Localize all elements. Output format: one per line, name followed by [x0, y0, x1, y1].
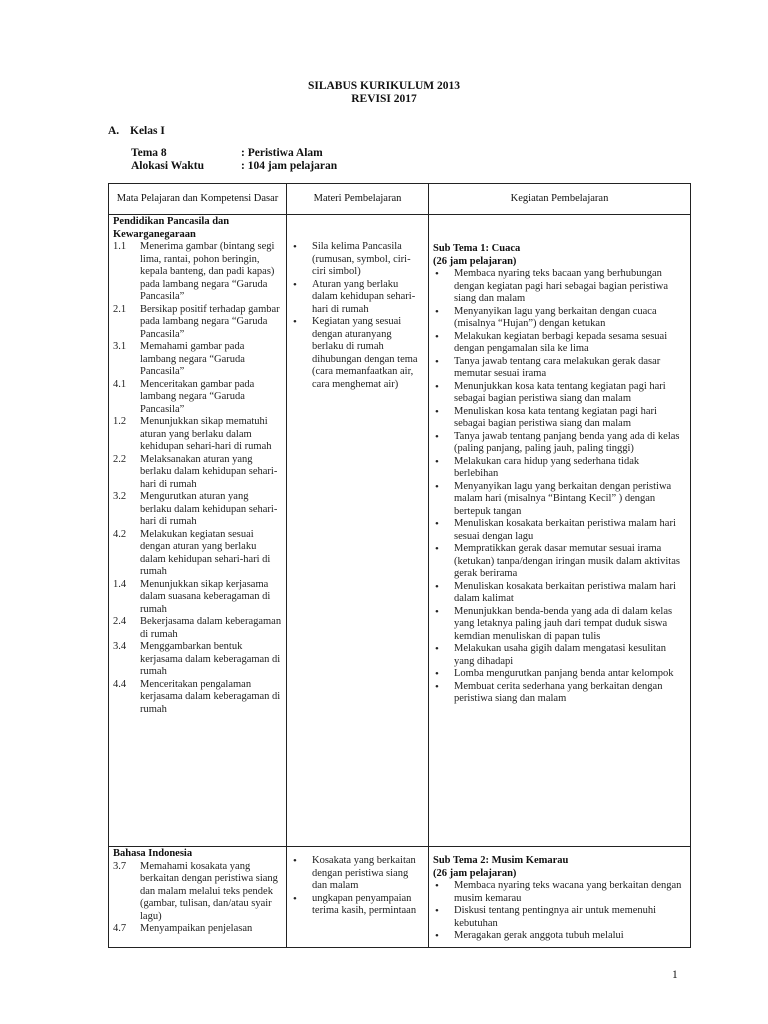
- subject-title: Bahasa Indonesia: [113, 848, 193, 859]
- list-item: • Lomba mengurutkan panjang benda antar kelompok: [429, 668, 690, 681]
- list-item: • Tanya jawab tentang panjang benda yang ada di kelas (paling panjang, paling jauh, paling tinggi): [429, 431, 690, 456]
- kd-item: [109, 923, 286, 936]
- kd-number: 1.2: [113, 416, 127, 427]
- meta-tema: [131, 147, 323, 160]
- list-item: • Diskusi tentang pentingnya air untuk memenuhi kebutuhan: [429, 905, 690, 930]
- list-item: • Menunjukkan benda-benda yang ada di dalam kelas yang letaknya paling jauh dari tempat duduk siswa kemdian menuliskan di papan tulis: [429, 606, 690, 644]
- kd-number: 3.2: [113, 491, 127, 502]
- kd-number: 1.4: [113, 578, 127, 590]
- kd-item: [109, 454, 286, 492]
- materi-list: [287, 241, 428, 391]
- kd-number: 3.4: [113, 641, 127, 652]
- list-item: • Sila kelima Pancasila (rumusan, symbol, ciri-ciri simbol): [287, 241, 428, 279]
- kegiatan-cell: [429, 215, 691, 847]
- kd-number: 1.1: [113, 241, 127, 252]
- header-mata-pelajaran: Mata Pelajaran dan Kompetensi Dasar: [109, 184, 287, 215]
- kd-cell: [109, 215, 287, 847]
- kd-text: Bersikap positif terhadap gambar pada lambang negara “Garuda Pancasila”: [140, 303, 280, 340]
- list-item: • Melakukan usaha gigih dalam mengatasi kesulitan yang dihadapi: [429, 643, 690, 668]
- kd-text: Menyampaikan penjelasan: [140, 923, 253, 934]
- subtema-hours: (26 jam pelajaran): [433, 867, 517, 879]
- list-item: • Menuliskan kosakata berkaitan peristiwa malam hari sesuai dengan lagu: [429, 518, 690, 543]
- list-item: • Menyanyikan lagu yang berkaitan dengan cuaca (misalnya “Hujan”) dengan ketukan: [429, 306, 690, 331]
- kd-item: [109, 416, 286, 454]
- kd-number: 2.2: [113, 453, 127, 465]
- kd-number: 4.1: [113, 378, 127, 390]
- kd-text: Memahami gambar pada lambang negara “Garuda Pancasila”: [140, 341, 245, 377]
- kd-item: [109, 861, 286, 924]
- kd-cell: [109, 847, 287, 948]
- meta-value: : 104 jam pelajaran: [241, 160, 338, 172]
- list-item: • Melakukan kegiatan berbagi kepada sesama sesuai dengan pengamalan sila ke lima: [429, 331, 690, 356]
- header-kegiatan: Kegiatan Pembelajaran: [429, 184, 691, 215]
- list-item: • Menunjukkan kosa kata tentang kegiatan pagi hari sebagai bagian peristiwa siang dan malam: [429, 381, 690, 406]
- kd-number: 4.7: [113, 923, 127, 934]
- kd-item: [109, 379, 286, 417]
- list-item: • Membaca nyaring teks wacana yang berkaitan dengan musim kemarau: [429, 880, 690, 905]
- header-materi: Materi Pembelajaran: [287, 184, 429, 215]
- subtema-title: Sub Tema 1: Cuaca: [433, 243, 521, 254]
- subject-title: Pendidikan Pancasila dan Kewarganegaraan: [113, 216, 230, 240]
- list-item: • Menuliskan kosa kata tentang kegiatan pagi hari sebagai bagian peristiwa siang dan malam: [429, 406, 690, 431]
- kd-item: [109, 304, 286, 342]
- list-item: • Membaca nyaring teks bacaan yang berhubungan dengan kegiatan pagi hari sebagai bagian peristiwa siang dan malam: [429, 268, 690, 306]
- kd-text: Menunjukkan sikap kerjasama dalam suasana keberagaman di rumah: [140, 578, 271, 615]
- list-item: • Tanya jawab tentang cara melakukan gerak dasar memutar sesuai irama: [429, 356, 690, 381]
- kd-number: 4.2: [113, 528, 127, 540]
- table-header-row: [109, 184, 691, 215]
- table-row: [109, 847, 691, 948]
- list-item: • Membuat cerita sederhana yang berkaitan dengan peristiwa siang dan malam: [429, 681, 690, 706]
- list-item: • Mempratikkan gerak dasar memutar sesuai irama (ketukan) tanpa/dengan iringan musik dalam aktivitas gerak berirama: [429, 543, 690, 581]
- section-label: A.: [108, 125, 120, 137]
- kd-number: 3.7: [113, 860, 127, 872]
- kd-item: [109, 616, 286, 641]
- meta-alokasi: [131, 160, 337, 173]
- meta-key: Tema 8: [131, 147, 167, 159]
- kd-item: [109, 491, 286, 529]
- kd-text: Menceritakan gambar pada lambang negara “Garuda Pancasila”: [140, 378, 255, 415]
- kd-item: [109, 529, 286, 579]
- kegiatan-list: [429, 880, 690, 943]
- kd-text: Bekerjasama dalam keberagaman di rumah: [140, 616, 282, 640]
- kd-number: 2.1: [113, 303, 127, 315]
- kd-number: 2.4: [113, 616, 127, 627]
- kd-number: 4.4: [113, 678, 127, 690]
- kd-item: [109, 679, 286, 717]
- document-subtitle: REVISI 2017: [351, 93, 417, 105]
- kd-text: Menunjukkan sikap mematuhi aturan yang berlaku dalam kehidupan sehari-hari di rumah: [140, 416, 272, 452]
- kd-text: Memahami kosakata yang berkaitan dengan peristiwa siang dan malam melalui teks pendek (gambar, tulisan, dan/atau syair lagu): [140, 860, 278, 922]
- kd-text: Menerima gambar (bintang segi lima, rantai, pohon beringin, kepala banteng, dan padi kapas) pada lambang negara “Garuda Pancasila”: [140, 241, 275, 302]
- section-title: Kelas I: [130, 125, 165, 137]
- kd-text: Menggambarkan bentuk kerjasama dalam keberagaman di rumah: [140, 641, 281, 677]
- syllabus-table: [108, 183, 691, 948]
- kd-number: 3.1: [113, 341, 127, 352]
- meta-key: Alokasi Waktu: [131, 160, 204, 172]
- section-heading: [108, 125, 165, 137]
- kd-item: [109, 341, 286, 379]
- table-row: [109, 215, 691, 847]
- subtema-hours: (26 jam pelajaran): [433, 255, 517, 267]
- kd-text: Menceritakan pengalaman kerjasama dalam keberagaman di rumah: [140, 678, 281, 715]
- kd-text: Mengurutkan aturan yang berlaku dalam kehidupan sehari-hari di rumah: [140, 491, 278, 527]
- subtema-title: Sub Tema 2: Musim Kemarau: [433, 855, 569, 866]
- list-item: • Aturan yang berlaku dalam kehidupan sehari-hari di rumah: [287, 279, 428, 317]
- materi-cell: [287, 847, 429, 948]
- kd-list: [109, 241, 286, 716]
- list-item: • Kosakata yang berkaitan dengan peristiwa siang dan malam: [287, 855, 428, 893]
- kd-item: [109, 579, 286, 617]
- list-item: • Melakukan cara hidup yang sederhana tidak berlebihan: [429, 456, 690, 481]
- meta-value: : Peristiwa Alam: [241, 147, 323, 159]
- list-item: • ungkapan penyampaian terima kasih, permintaan: [287, 893, 428, 918]
- materi-cell: [287, 215, 429, 847]
- materi-list: [287, 855, 428, 918]
- page-number: 1: [672, 969, 678, 981]
- kd-item: [109, 641, 286, 679]
- kegiatan-list: [429, 268, 690, 706]
- kd-text: Melaksanakan aturan yang berlaku dalam kehidupan sehari-hari di rumah: [140, 453, 278, 490]
- list-item: • Kegiatan yang sesuai dengan aturanyang berlaku di rumah dihubungan dengan tema (cara memanfaatkan air, cara menghemat air): [287, 316, 428, 391]
- kd-text: Melakukan kegiatan sesuai dengan aturan yang berlaku dalam kehidupan sehari-hari di rumah: [140, 528, 271, 577]
- list-item: • Menyanyikan lagu yang berkaitan dengan peristiwa malam hari (misalnya “Bintang Kecil” ) dengan bertepuk tangan: [429, 481, 690, 519]
- kd-list: [109, 861, 286, 936]
- list-item: • Menuliskan kosakata berkaitan peristiwa malam hari dalam kalimat: [429, 581, 690, 606]
- kd-item: [109, 241, 286, 304]
- kegiatan-cell: [429, 847, 691, 948]
- document-title: SILABUS KURIKULUM 2013: [307, 80, 461, 92]
- list-item: • Meragakan gerak anggota tubuh melalui: [429, 930, 690, 943]
